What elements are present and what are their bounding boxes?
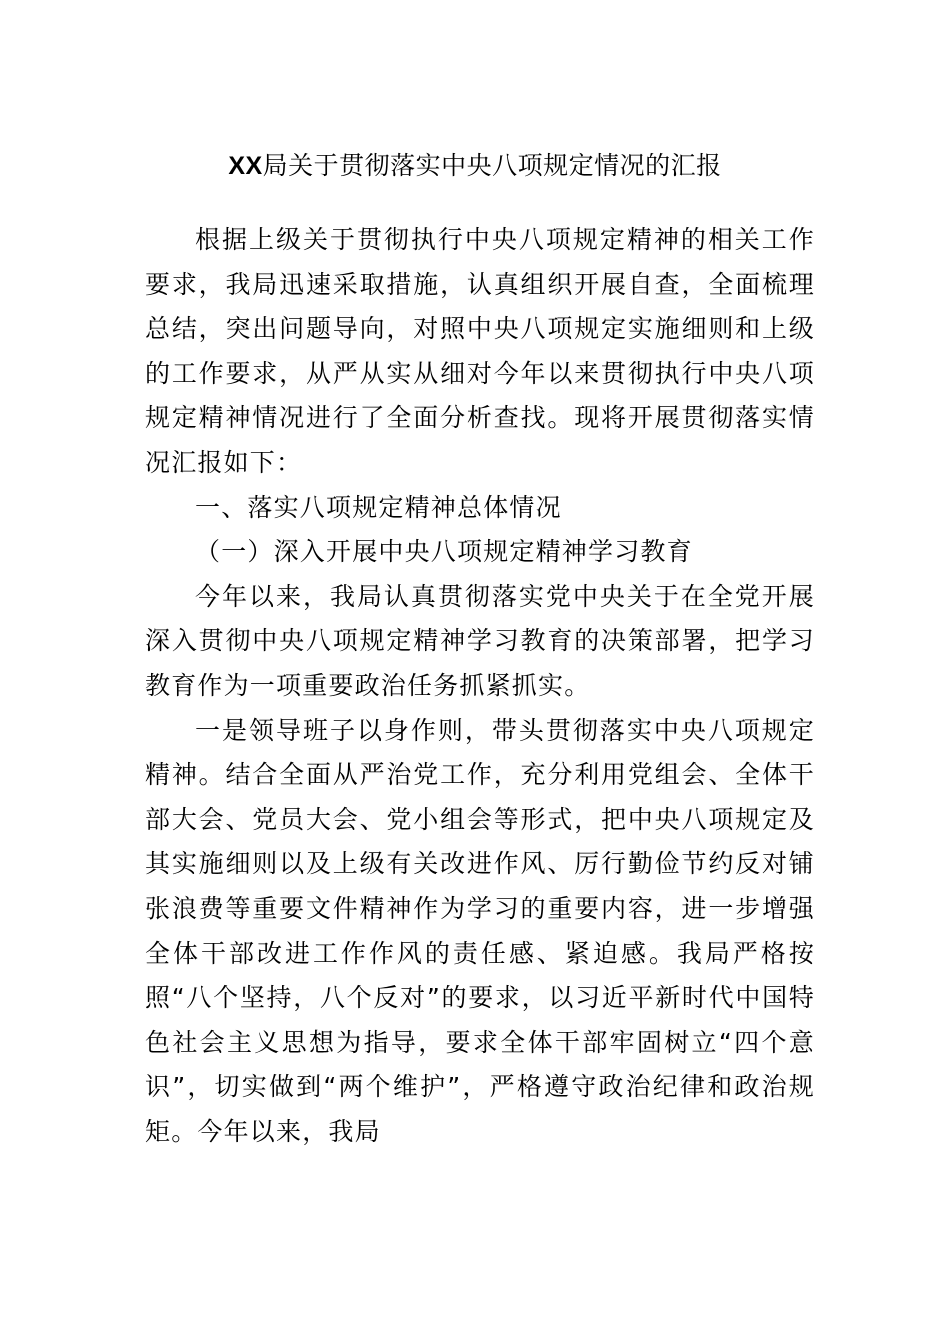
title-prefix: XX	[228, 152, 263, 180]
body-paragraph: 今年以来，我局认真贯彻落实党中央关于在全党开展深入贯彻中央八项规定精神学习教育的决策部署，把学习教育作为一项重要政治任务抓紧抓实。	[145, 581, 815, 700]
body-paragraph: 一是领导班子以身作则，带头贯彻落实中央八项规定精神。结合全面从严治党工作，充分利用党组会、全体干部大会、党员大会、党小组会等形式，把中央八项规定及其实施细则以及上级有关改进作风、厉行勤俭节约反对铺张浪费等重要文件精神作为学习的重要内容，进一步增强全体干部改进工作作风的责任感、紧迫感。我局严格按照“八个坚持，八个反对”的要求，以习近平新时代中国特色社会主义思想为指导，要求全体干部牢固树立“四个意识”，切实做到“两个维护”，严格遵守政治纪律和政治规矩。今年以来，我局	[145, 715, 815, 1146]
subsection-heading: （一）深入开展中央八项规定精神学习教育	[195, 537, 693, 567]
document-body	[145, 218, 815, 1154]
intro-paragraph: 根据上级关于贯彻执行中央八项规定精神的相关工作要求，我局迅速采取措施，认真组织开展自查，全面梳理总结，突出问题导向，对照中央八项规定实施细则和上级的工作要求，从严从实从细对今年以来贯彻执行中央八项规定精神情况进行了全面分析查找。现将开展贯彻落实情况汇报如下：	[145, 225, 815, 477]
title-text: 局关于贯彻落实中央八项规定情况的汇报	[262, 151, 722, 180]
document-title	[0, 146, 950, 186]
section-heading: 一、落实八项规定精神总体情况	[195, 492, 562, 522]
